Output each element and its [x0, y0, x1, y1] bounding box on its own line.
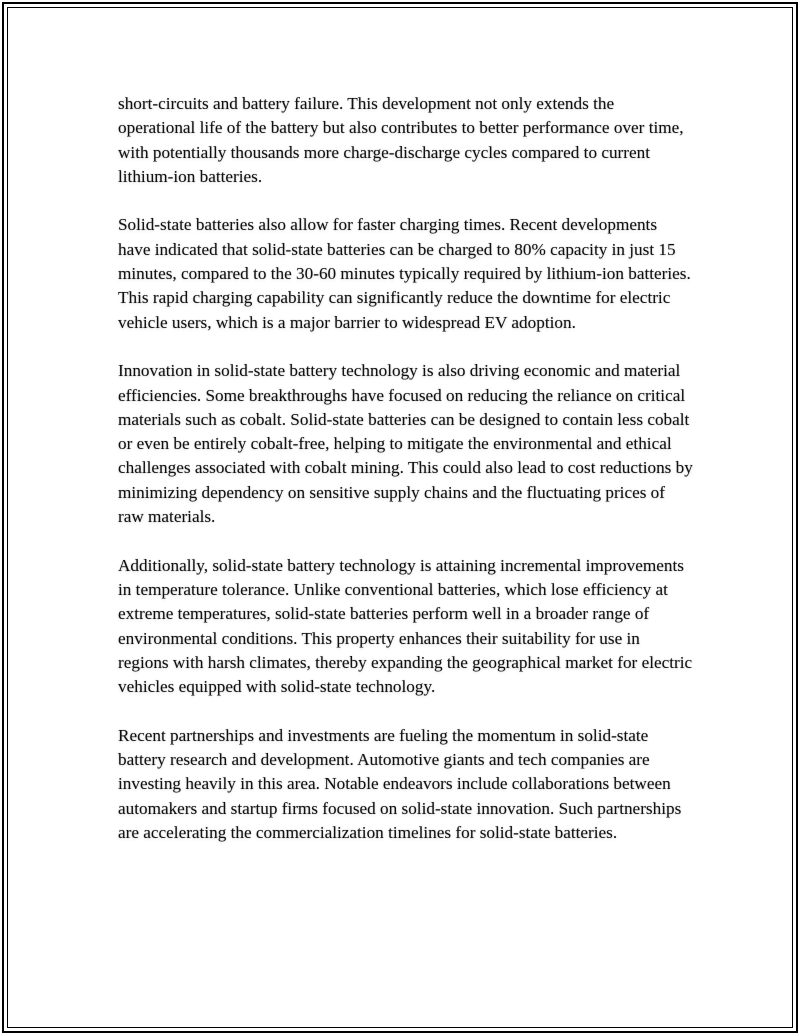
paragraph-4: Additionally, solid-state battery technology is attaining incremental improvements in temperature tolerance. Unlike conventional batteries, which lose efficiency at extreme temperatures, solid-state batteries perform well in a broader range of environmental conditions. This property enhances their suitability for use in regions with harsh climates, thereby expanding the geographical market for electric vehicles equipped with solid-state technology. [118, 555, 693, 697]
paragraph-3: Innovation in solid-state battery technology is also driving economic and material efficiencies. Some breakthroughs have focused on reducing the reliance on critical materials such as cobalt. Solid-state batteries can be designed to contain less cobalt or even be entirely cobalt-free, helping to mitigate the environmental and ethical challenges associated with cobalt mining. This could also lead to cost reductions by minimizing dependency on sensitive supply chains and the fluctuating prices of raw materials. [118, 361, 693, 527]
paragraph-5: Recent partnerships and investments are fueling the momentum in solid-state battery research and development. Automotive giants and tech companies are investing heavily in this area. Notable endeavors include collaborations between automakers and startup firms focused on solid-state innovation. Such partnerships are accelerating the commercialization timelines for solid-state batteries. [118, 725, 682, 842]
paragraph-1: short-circuits and battery failure. This development not only extends the operational life of the battery but also contributes to better performance over time, with potentially thousands more charge-discharge cycles compared to current lithium-ion batteries. [118, 94, 684, 186]
document-body [118, 92, 693, 870]
paragraph-2: Solid-state batteries also allow for faster charging times. Recent developments have indicated that solid-state batteries can be charged to 80% capacity in just 15 minutes, compared to the 30-60 minutes typically required by lithium-ion batteries. This rapid charging capability can significantly reduce the downtime for electric vehicle users, which is a major barrier to widespread EV adoption. [118, 215, 691, 332]
